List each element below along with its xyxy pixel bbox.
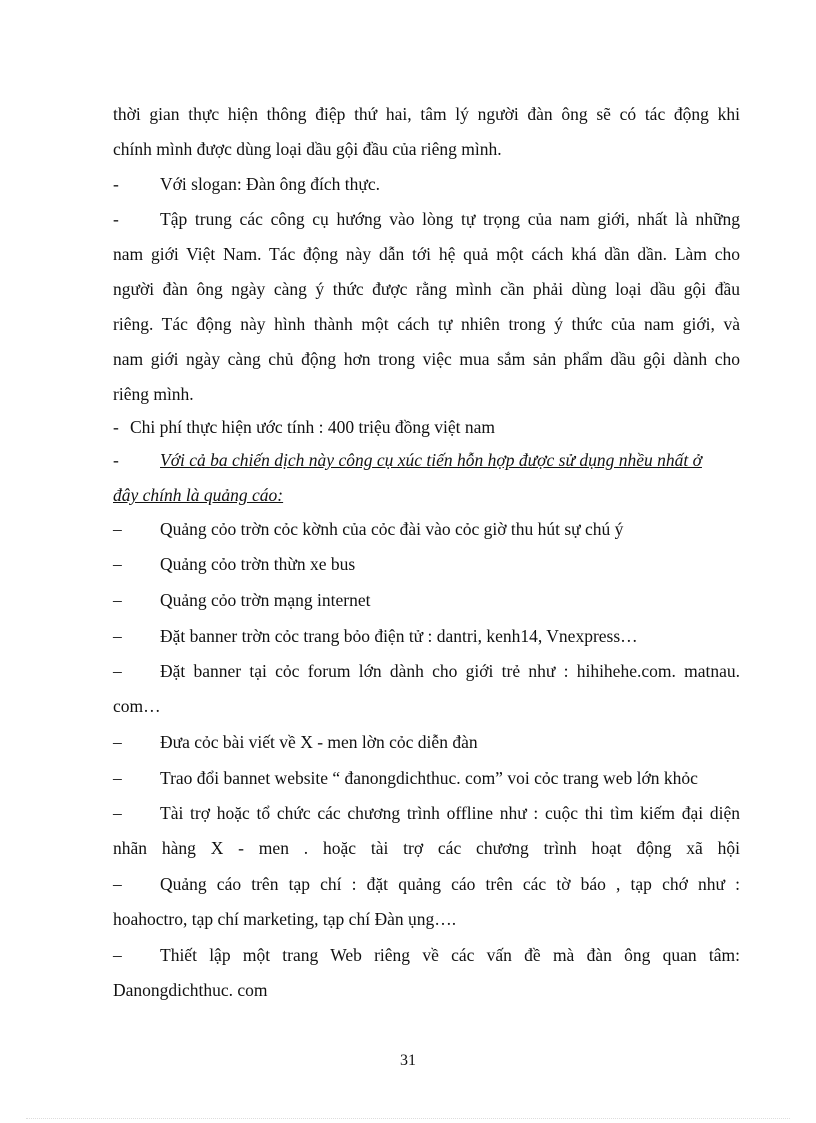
dash-item: Đặt banner tại cỏc forum lớn dành cho giới trẻ như : hihihehe.com. matnau. [160, 661, 740, 681]
dash-marker: – [113, 732, 122, 752]
dash-item-continued: com… [113, 696, 161, 716]
dash-marker: – [113, 661, 122, 681]
emphasis-line: Với cả ba chiến dịch này công cụ xúc tiến hỗn hợp được sử dụng nhều nhất ở [160, 450, 702, 470]
dash-item: Đưa cỏc bài viết về X - men lờn cỏc diễn đàn [160, 732, 478, 752]
bullet-text: Chi phí thực hiện ước tính : 400 triệu đồng việt nam [130, 417, 496, 437]
bullet-text: Với slogan: Đàn ông đích thực. [160, 174, 380, 194]
page-number: 31 [400, 1052, 416, 1069]
dash-item: Quảng cỏo trờn cỏc kờnh của cỏc đài vào cỏc giờ thu hút sự chú ý [160, 519, 624, 539]
paragraph-line: thời gian thực hiện thông điệp thứ hai, tâm lý người đàn ông sẽ có tác động khi [113, 104, 740, 124]
dash-item: Thiết lập một trang Web riêng về các vấn đề mà đàn ông quan tâm: [160, 945, 740, 965]
dash-item: Trao đổi bannet website “ đanongdichthuc. com” voi cỏc trang web lớn khỏc [160, 768, 698, 788]
dash-item: Đặt banner trờn cỏc trang bỏo điện tử : dantri, kenh14, Vnexpress… [160, 626, 638, 646]
paragraph-line: riêng. Tác động này hình thành một cách tự nhiên trong ý thức của nam giới, và [113, 314, 740, 334]
paragraph-line: chính mình được dùng loại dầu gội đầu của riêng mình. [113, 139, 502, 159]
dash-item: Quảng cỏo trờn thừn xe bus [160, 554, 356, 574]
dash-marker: – [113, 768, 122, 788]
paragraph-line: nam giới Việt Nam. Tác động này dẫn tới hệ quả một cách khá dần dần. Làm cho [113, 244, 740, 264]
dash-item: Quảng cỏo trờn mạng internet [160, 590, 371, 610]
dash-marker: – [113, 945, 122, 965]
dash-item-continued: nhãn hàng X - men . hoặc tài trợ các chương trình hoạt động xã hội [113, 838, 740, 858]
emphasis-line: đây chính là quảng cáo: [113, 485, 284, 505]
dash-marker: – [113, 626, 122, 646]
paragraph-line: nam giới ngày càng chủ động hơn trong việc mua sắm sản phẩm dầu gội dành cho [113, 349, 740, 369]
paragraph-line: người đàn ông ngày càng ý thức được rằng mình cần phải dùng loại dầu gội đầu [113, 279, 740, 299]
paragraph-line: Tập trung các công cụ hướng vào lòng tự trọng của nam giới, nhất là những [160, 209, 740, 229]
dash-marker: – [113, 519, 122, 539]
paragraph-line: riêng mình. [113, 384, 194, 404]
dash-item: Tài trợ hoặc tổ chức các chương trình offline như : cuộc thi tìm kiếm đại diện [160, 803, 740, 823]
dash-marker: – [113, 803, 122, 823]
bullet-marker: - [113, 174, 119, 194]
dash-item: Quảng cáo trên tạp chí : đặt quảng cáo trên các tờ báo , tạp chớ như : [160, 874, 740, 894]
dash-item-continued: Danongdichthuc. com [113, 980, 268, 1000]
bullet-marker: - [113, 450, 119, 470]
dash-item-continued: hoahoctro, tạp chí marketing, tạp chí Đàn ụng…. [113, 909, 457, 929]
bullet-marker: - [113, 417, 119, 437]
dash-marker: – [113, 874, 122, 894]
dash-marker: – [113, 590, 122, 610]
dash-marker: – [113, 554, 122, 574]
page-bottom-divider [26, 1118, 790, 1119]
bullet-marker: - [113, 209, 119, 229]
